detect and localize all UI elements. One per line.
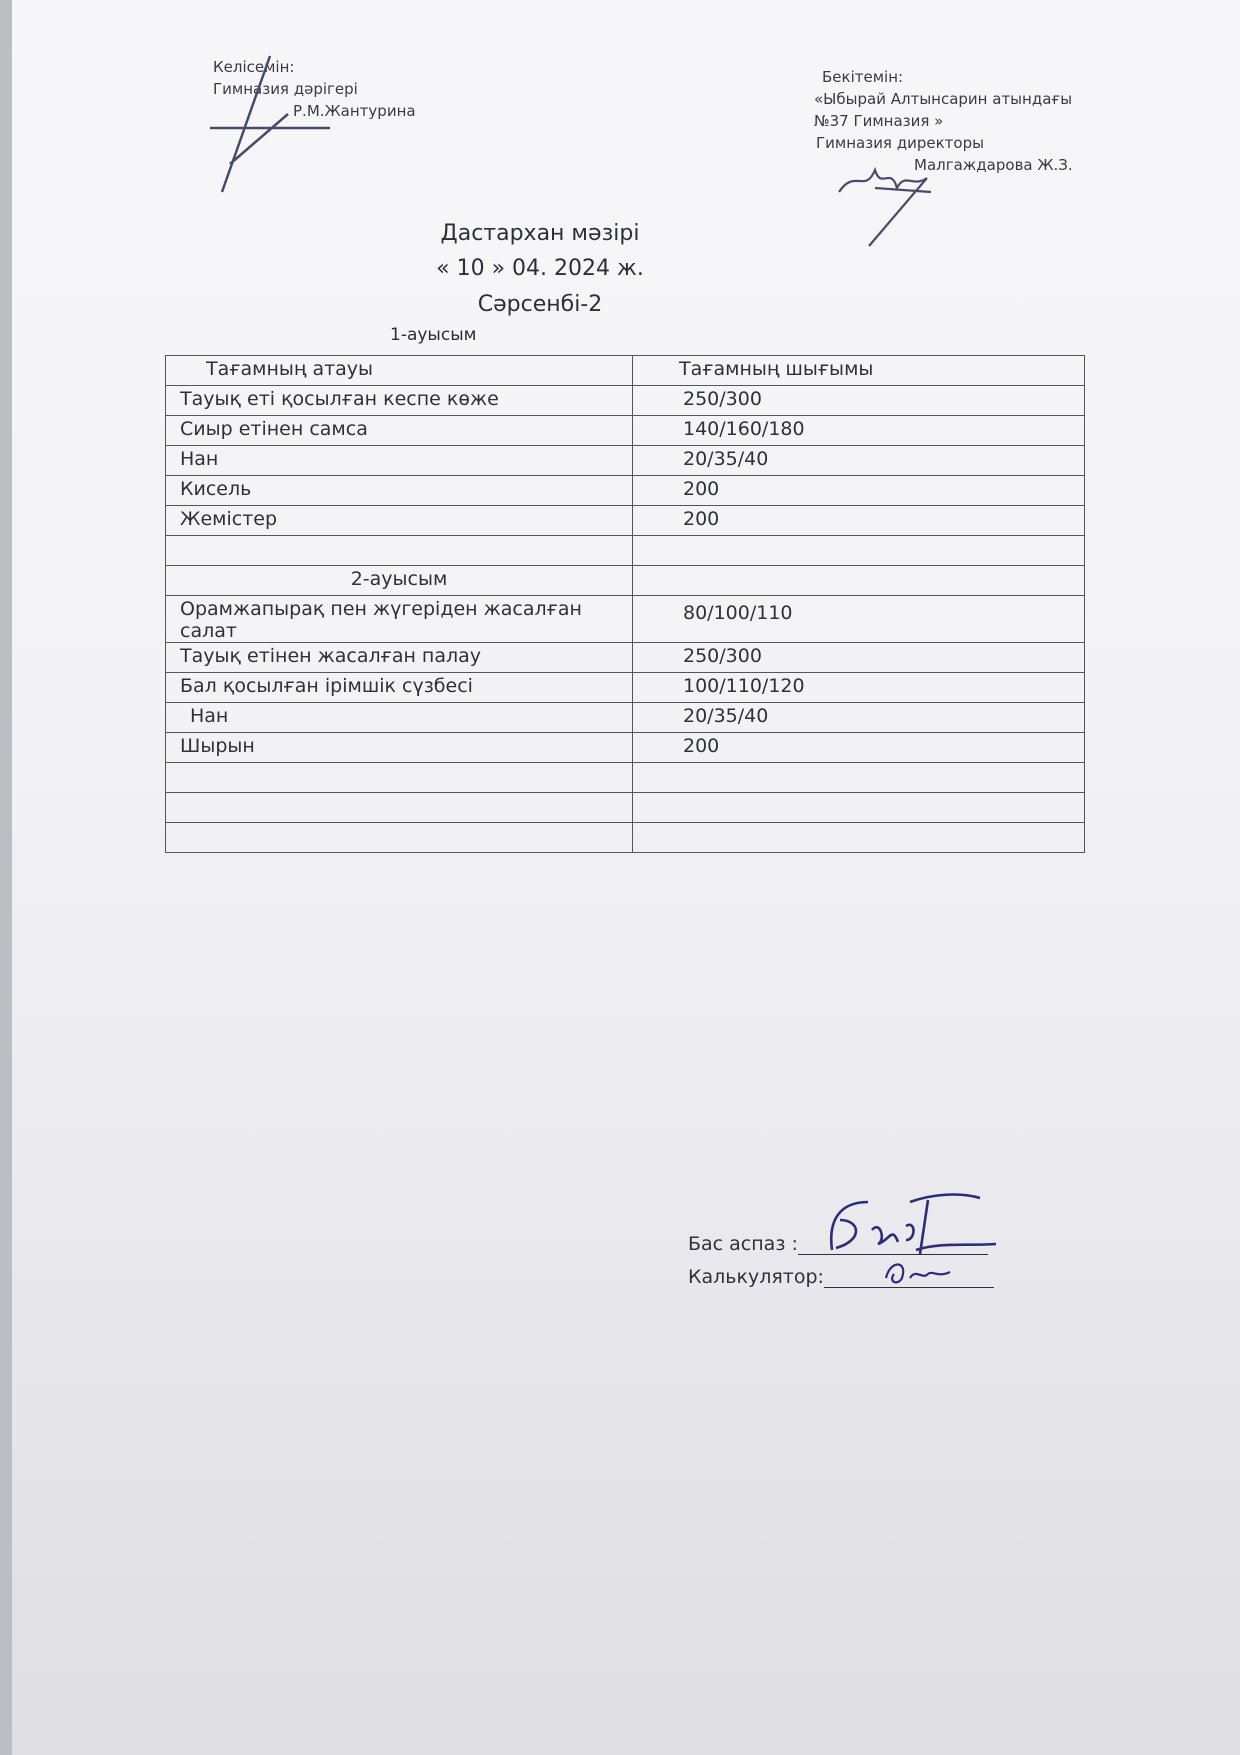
table-row — [166, 733, 1085, 763]
dish-name: Жемістер — [166, 506, 633, 536]
dish-name: Шырын — [166, 733, 633, 763]
school-name: «Ыбырай Алтынсарин атындағы — [814, 90, 1073, 108]
dish-name: Бал қосылған ірімшік сүзбесі — [166, 673, 633, 703]
shift-1-label: 1-ауысым — [390, 325, 477, 345]
approver-title: Гимназия дәрігері — [213, 80, 358, 98]
approver-name: Р.М.Жантурина — [293, 102, 416, 120]
table-row — [166, 703, 1085, 733]
menu-table — [165, 355, 1085, 853]
table-row — [166, 416, 1085, 446]
shift-2-label: 2-ауысым — [166, 566, 633, 596]
empty-cell — [166, 536, 633, 566]
dish-yield: 20/35/40 — [633, 446, 1085, 476]
empty-cell — [166, 763, 633, 793]
dish-name: Нан — [166, 446, 633, 476]
table-row — [166, 643, 1085, 673]
table-row — [166, 596, 1085, 643]
empty-row — [166, 763, 1085, 793]
dish-yield: 250/300 — [633, 386, 1085, 416]
table-row — [166, 476, 1085, 506]
empty-row — [166, 536, 1085, 566]
menu-date: « 10 » 04. 2024 ж. — [436, 256, 644, 281]
dish-name: Тауық етінен жасалған палау — [166, 643, 633, 673]
dish-name: Сиыр етінен самса — [166, 416, 633, 446]
empty-cell — [166, 793, 633, 823]
calculator-label: Калькулятор: — [688, 1266, 824, 1288]
empty-cell — [633, 823, 1085, 853]
dish-yield: 200 — [633, 733, 1085, 763]
dish-name: Кисель — [166, 476, 633, 506]
dish-name: Орамжапырақ пен жүгеріден жасалған салат — [166, 596, 633, 643]
empty-cell — [633, 536, 1085, 566]
table-row — [166, 446, 1085, 476]
director-name: Малгаждарова Ж.З. — [914, 156, 1073, 174]
empty-cell — [633, 566, 1085, 596]
dish-yield: 250/300 — [633, 643, 1085, 673]
dish-yield: 140/160/180 — [633, 416, 1085, 446]
empty-cell — [166, 823, 633, 853]
dish-name: Тауық еті қосылған кеспе көже — [166, 386, 633, 416]
shift-2-row — [166, 566, 1085, 596]
director-title: Гимназия директоры — [816, 134, 984, 152]
chef-label: Бас аспаз : — [688, 1233, 798, 1255]
table-row — [166, 506, 1085, 536]
confirm-label: Бекітемін: — [822, 68, 904, 86]
empty-row — [166, 823, 1085, 853]
empty-cell — [633, 763, 1085, 793]
table-row — [166, 673, 1085, 703]
menu-title: Дастархан мәзірі — [440, 221, 640, 246]
dish-yield: 200 — [633, 476, 1085, 506]
empty-cell — [633, 793, 1085, 823]
column-header-yield: Тағамның шығымы — [633, 356, 1085, 386]
dish-yield: 20/35/40 — [633, 703, 1085, 733]
school-number: №37 Гимназия » — [814, 112, 944, 130]
dish-yield: 80/100/110 — [633, 596, 1085, 643]
table-row — [166, 386, 1085, 416]
approval-label: Келісемін: — [213, 58, 295, 76]
menu-day: Сәрсенбі-2 — [477, 292, 603, 317]
table-header-row — [166, 356, 1085, 386]
empty-row — [166, 793, 1085, 823]
doctor-signature-mark — [210, 54, 300, 194]
dish-yield: 100/110/120 — [633, 673, 1085, 703]
column-header-name: Тағамның атауы — [166, 356, 633, 386]
dish-yield: 200 — [633, 506, 1085, 536]
calculator-signature-mark — [880, 1252, 960, 1292]
dish-name: Нан — [166, 703, 633, 733]
